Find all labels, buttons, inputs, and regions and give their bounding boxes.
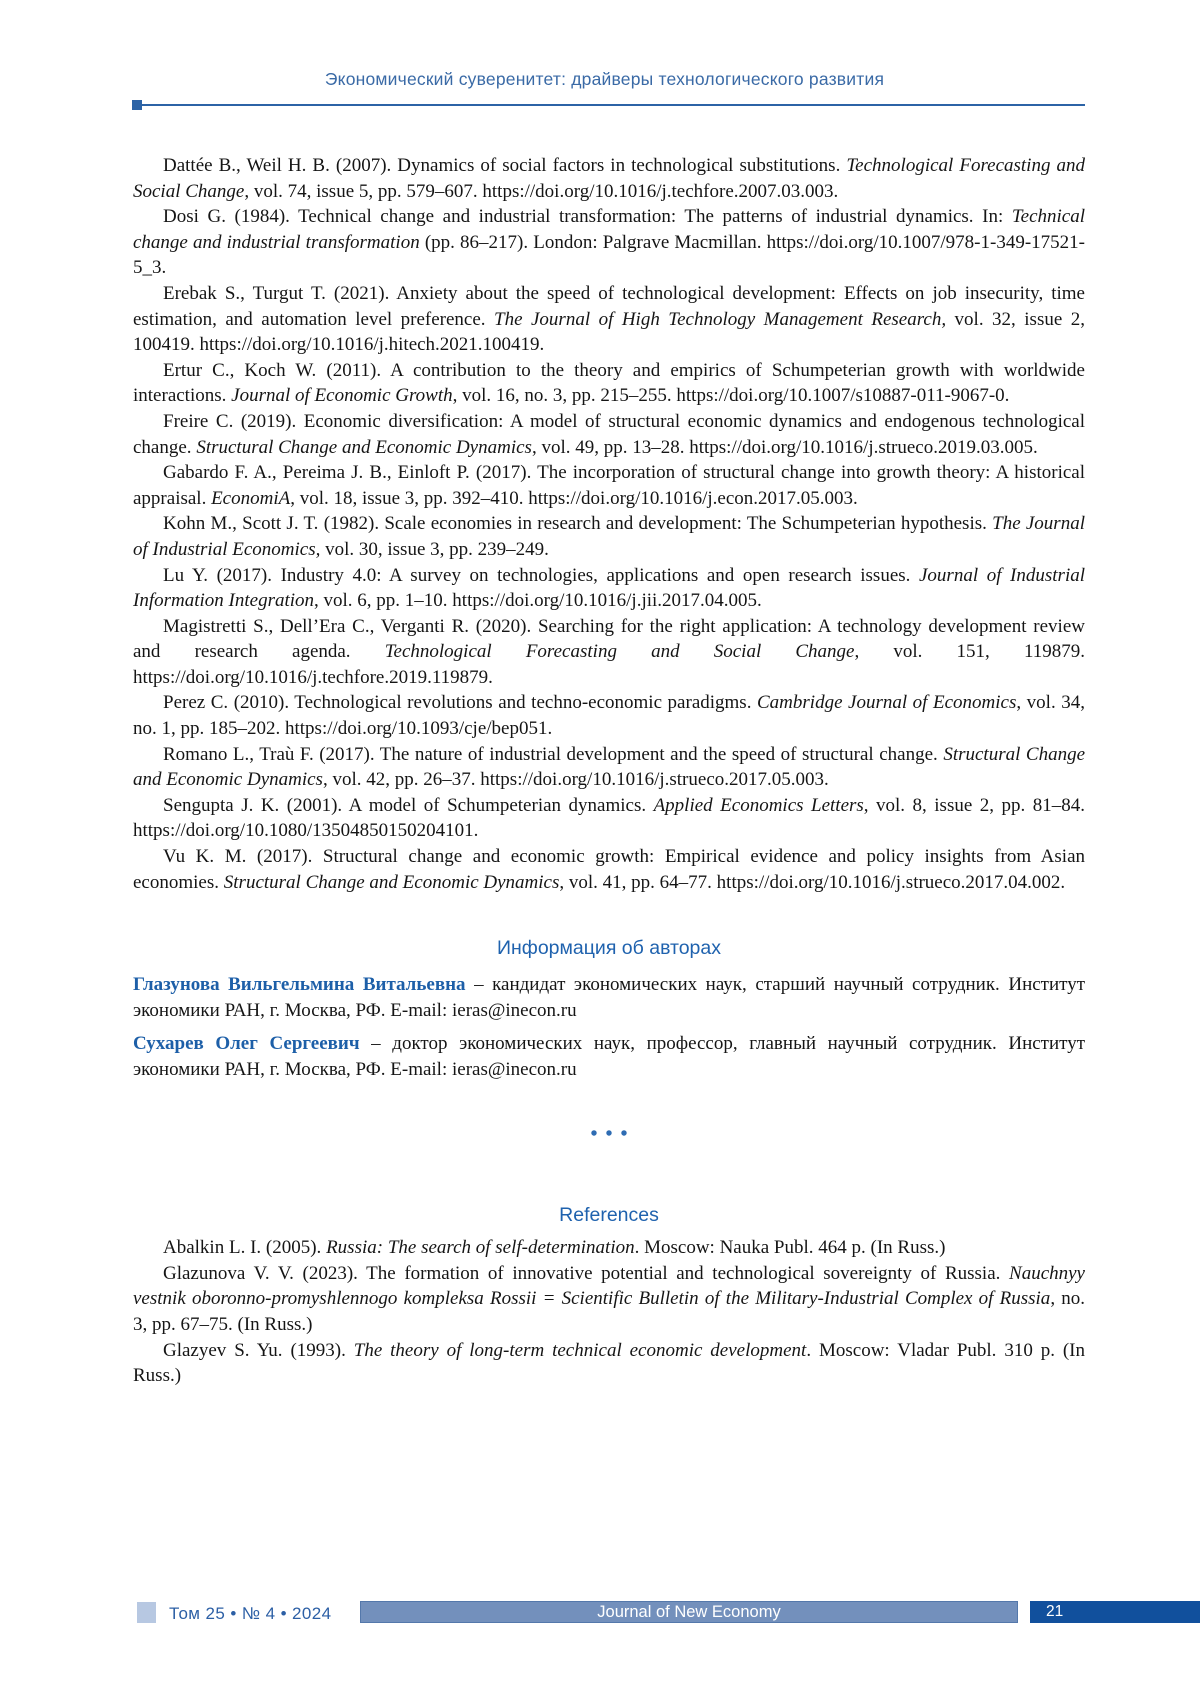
text-run: (pp. 86–217). London: Palgrave Macmillan. https://doi.org/10.1007/978-1-349-17521-5_3. xyxy=(133,231,1085,279)
footer-volume-issue: Том 25 • № 4 • 2024 xyxy=(169,1604,332,1623)
reference-entry xyxy=(133,409,1085,460)
text-run: Sengupta J. K. (2001). A model of Schumpeterian dynamics. xyxy=(163,794,654,816)
text-run: Abalkin L. I. (2005). xyxy=(163,1237,327,1259)
reference-entry xyxy=(133,563,1085,614)
text-run: Freire C. (2019). Economic diversification: A model of structural economic dynamics and endogenous technological change. xyxy=(133,410,1085,458)
text-run: , vol. 18, issue 3, pp. 392–410. https://doi.org/10.1016/j.econ.2017.05.003. xyxy=(290,487,858,509)
reference-entry xyxy=(133,742,1085,793)
text-run: Glazunova V. V. (2023). The formation of innovative potential and technological sovereignty of Russia. xyxy=(163,1262,1010,1284)
reference-entry xyxy=(133,690,1085,741)
text-run: Lu Y. (2017). Industry 4.0: A survey on technologies, applications and open research issues. xyxy=(163,564,919,586)
reference-entry xyxy=(133,358,1085,409)
author-entry xyxy=(133,1031,1085,1083)
text-run: Erebak S., Turgut T. (2021). Anxiety about the speed of technological development: Effects on job insecurity, time estimation, and automation level preference. xyxy=(133,282,1085,330)
italic-run: Russia: The search of self-determination xyxy=(326,1237,635,1259)
text-run: vol. 30, issue 3, pp. 239–249. xyxy=(320,538,549,560)
text-run: , vol. 49, pp. 13–28. https://doi.org/10.1016/j.strueco.2019.03.005. xyxy=(531,436,1038,458)
italic-run: Structural Change and Economic Dynamics xyxy=(223,871,560,893)
section-separator-dots: ••• xyxy=(590,1123,636,1146)
text-run: , vol. 16, no. 3, pp. 215–255. https://doi.org/10.1007/s10887-011-9067-0. xyxy=(452,385,1010,407)
author-details: – кандидат экономических наук, старший научный сотрудник. Институт экономики РАН, г. Москва, РФ. E-mail: ieras@inecon.ru xyxy=(133,974,1085,1022)
reference-entry xyxy=(133,1261,1085,1338)
text-run: Vu K. M. (2017). Structural change and economic growth: Empirical evidence and policy insights from Asian economies. xyxy=(133,846,1085,893)
text-run: vol. 32, issue 2, 100419. https://doi.org/10.1016/j.hitech.2021.100419. xyxy=(133,308,1086,356)
text-run: Dosi G. (1984). Technical change and industrial transformation: The patterns of industrial dynamics. In: xyxy=(163,206,1012,228)
footer-journal-name-bar: Journal of New Economy xyxy=(360,1601,1018,1623)
footer-accent-square xyxy=(137,1602,156,1623)
page-footer xyxy=(0,1601,1200,1625)
italic-run: Structural Change and Economic Dynamics xyxy=(133,743,1085,791)
text-run: , vol. 42, pp. 26–37. https://doi.org/10.1016/j.strueco.2017.05.003. xyxy=(322,769,829,791)
text-run: Glazyev S. Yu. (1993). xyxy=(163,1339,354,1361)
author-name: Глазунова Вильгельмина Витальевна xyxy=(133,974,466,996)
author-entry xyxy=(133,972,1085,1024)
italic-run: Applied Economics Letters xyxy=(653,794,864,816)
rule-accent-square xyxy=(132,100,142,110)
italic-run: Technological Forecasting and Social Change xyxy=(133,155,1085,202)
authors-info-heading: Информация об авторах xyxy=(496,937,721,960)
reference-entry xyxy=(133,153,1085,204)
reference-entry xyxy=(133,614,1085,691)
author-details: – доктор экономических наук, профессор, главный научный сотрудник. Институт экономики РАН, г. Москва, РФ. E-mail: ieras@inecon.ru xyxy=(133,1033,1085,1081)
italic-run: Journal of Industrial Information Integration xyxy=(133,564,1086,612)
text-run: , vol. 34, no. 1, pp. 185–202. https://doi.org/10.1093/cje/bep051. xyxy=(133,692,1085,740)
text-run: , vol. 41, pp. 64–77. https://doi.org/10.1016/j.strueco.2017.04.002. xyxy=(559,871,1066,893)
italic-run: Structural Change and Economic Dynamics xyxy=(196,436,532,458)
text-run: Perez C. (2010). Technological revolutions and techno-economic paradigms. xyxy=(163,692,757,714)
text-run: Romano L., Traù F. (2017). The nature of industrial development and the speed of structural change. xyxy=(163,743,944,765)
italic-run: Cambridge Journal of Economics xyxy=(757,692,1017,714)
text-run: Gabardo F. A., Pereima J. B., Einloft P. (2017). The incorporation of structural change into growth theory: A historical appraisal. xyxy=(133,462,1085,509)
text-run: Kohn M., Scott J. T. (1982). Scale economies in research and development: The Schumpeterian hypothesis. xyxy=(163,513,993,535)
text-run: . Moscow: Nauka Publ. 464 p. (In Russ.) xyxy=(634,1237,946,1259)
page-content xyxy=(133,153,1085,1389)
running-head-title: Экономический суверенитет: драйверы технологического развития xyxy=(324,69,885,89)
italic-run: Journal of Economic Growth xyxy=(231,385,453,407)
author-name: Сухарев Олег Сергеевич xyxy=(133,1033,360,1055)
reference-entry xyxy=(133,281,1085,358)
text-run: , vol. 6, pp. 1–10. https://doi.org/10.1016/j.jii.2017.04.005. xyxy=(314,590,762,612)
text-run: Dattée B., Weil H. B. (2007). Dynamics of social factors in technological substitutions. xyxy=(163,155,847,176)
text-run: , vol. 74, issue 5, pp. 579–607. https://doi.org/10.1016/j.techfore.2007.03.003. xyxy=(244,180,839,202)
italic-run: EconomiA xyxy=(211,487,291,509)
reference-entry xyxy=(133,511,1085,562)
italic-run: The Journal of Industrial Economics, xyxy=(133,513,1085,560)
reference-entry xyxy=(133,793,1085,844)
text-run: Ertur C., Koch W. (2011). A contribution to the theory and empirics of Schumpeterian growth with worldwide interactions. xyxy=(133,359,1085,407)
reference-entry xyxy=(133,844,1085,895)
italic-run: Nauchnyy vestnik oboronno-promyshlennogo kompleksa Rossii = Scientific Bulletin of the Military-Industrial Complex of Russia xyxy=(133,1262,1085,1310)
reference-entry xyxy=(133,460,1085,511)
italic-run: The theory of long-term technical economic development xyxy=(353,1339,807,1361)
references-section xyxy=(133,1235,1085,1389)
reference-entry xyxy=(133,1235,1085,1261)
authors-info xyxy=(133,972,1085,1083)
reference-entry xyxy=(133,204,1085,281)
italic-run: Technological Forecasting and Social Change xyxy=(384,641,855,663)
header-rule xyxy=(133,104,1085,106)
text-run: , no. 3, pp. 67–75. (In Russ.) xyxy=(133,1288,1085,1335)
bibliography-section xyxy=(133,153,1085,895)
text-run: Magistretti S., Dell’Era C., Verganti R. (2020). Searching for the right application: A technology development review and research agenda. xyxy=(133,615,1085,663)
text-run: . Moscow: Vladar Publ. 310 p. (In Russ.) xyxy=(133,1339,1086,1387)
italic-run: The Journal of High Technology Management Research, xyxy=(494,308,947,330)
italic-run: Technical change and industrial transformation xyxy=(133,206,1085,253)
reference-entry xyxy=(133,1338,1085,1389)
text-run: , vol. 151, 119879. https://doi.org/10.1016/j.techfore.2019.119879. xyxy=(133,641,1086,688)
text-run: , vol. 8, issue 2, pp. 81–84. https://doi.org/10.1080/13504850150204101. xyxy=(133,794,1085,842)
footer-page-number: 21 xyxy=(1030,1601,1200,1623)
references-heading: References xyxy=(559,1204,659,1227)
